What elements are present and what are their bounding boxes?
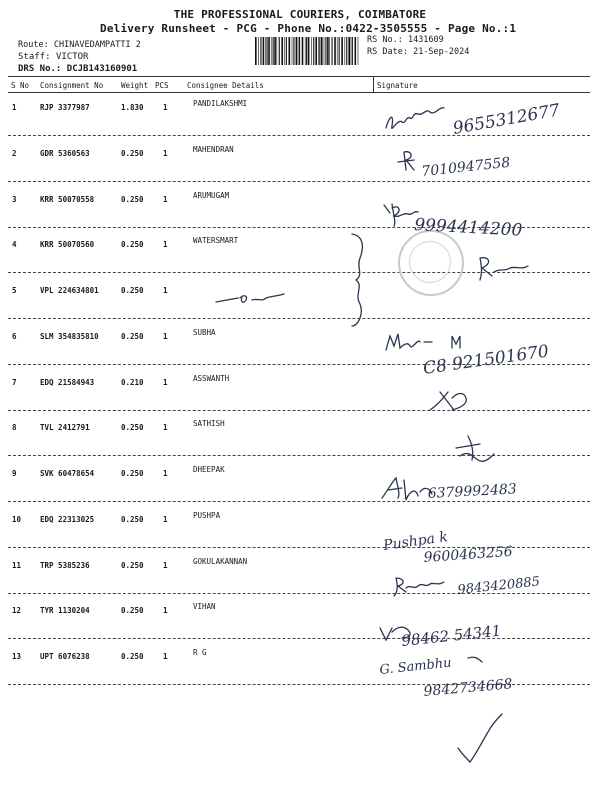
route-value: CHINAVEDAMPATTI 2: [53, 40, 141, 50]
row-sno: 5: [12, 286, 17, 295]
company-title: THE PROFESSIONAL COURIERS, COIMBATORE: [173, 8, 427, 21]
row-pcs: 1: [163, 560, 168, 570]
col-header-consignee: Consignee Details: [187, 81, 264, 90]
row-weight: 1.830: [121, 103, 144, 112]
row-sno: 7: [12, 377, 17, 387]
row-consignment-no: SVK 60478654: [40, 469, 95, 478]
row-sno: 10: [12, 514, 22, 524]
signature-row-9: [382, 478, 432, 500]
row-sno: 2: [12, 148, 17, 158]
bracket-mark: [352, 234, 362, 326]
row-consignment-no: UPT 6076238: [40, 652, 90, 661]
row-consignment-no: KRR 50070560: [40, 240, 95, 250]
row-pcs: 1: [163, 286, 168, 295]
rs-no-value: 1431609: [407, 35, 444, 45]
rs-no-label: RS No.:: [367, 35, 403, 45]
handwritten-phone-row-13: 9842734668: [422, 676, 514, 700]
row-consignee: PANDILAKSHMI: [193, 99, 248, 108]
row-consignment-no: SLM 354835810: [40, 331, 99, 341]
row-sno: 12: [12, 606, 22, 616]
row-pcs: 1: [163, 423, 168, 433]
check-mark: [458, 714, 502, 762]
row-weight: 0.250: [121, 331, 144, 341]
row-weight: 0.210: [121, 377, 144, 387]
row-pcs: 1: [163, 377, 168, 387]
row-pcs: 1: [163, 469, 168, 478]
row-pcs: 1: [163, 652, 168, 661]
signature-row-6: [386, 334, 432, 350]
row-consignment-no: GDR 5360563: [40, 148, 90, 158]
handwritten-phone-row-10: 9600463256: [423, 543, 514, 566]
col-header-signature: Signature: [377, 81, 418, 90]
row-pcs: 1: [163, 194, 168, 204]
row-sno: 11: [12, 560, 22, 570]
row-consignee: DHEEPAK: [193, 465, 225, 474]
handwritten-name-row-13: G. Sambhu: [378, 655, 453, 678]
row-consignee: GOKULAKANNAN: [193, 556, 248, 566]
handwritten-phone-row-11: 9843420885: [456, 574, 541, 598]
row-pcs: 1: [163, 606, 168, 616]
row-consignment-no: TVL 2412791: [40, 423, 90, 433]
row-sno: 9: [12, 469, 17, 478]
row-consignment-no: RJP 3377987: [40, 103, 90, 112]
handwritten-phone-row-3: 9994414200: [413, 215, 523, 241]
signature-row-4: [480, 258, 528, 280]
row-weight: 0.250: [121, 240, 144, 250]
route-label: Route:: [18, 40, 49, 50]
row-sno: 1: [12, 103, 17, 112]
row-consignee: VIHAN: [193, 602, 216, 612]
row-consignee: R G: [193, 648, 207, 657]
row-pcs: 1: [163, 240, 168, 250]
runsheet-subtitle: Delivery Runsheet - PCG - Phone No.:0422-3505555 - Page No.:1: [100, 22, 517, 35]
row-pcs: 1: [163, 148, 168, 158]
signature-row-2: [398, 152, 414, 170]
row-consignment-no: TRP 5385236: [40, 560, 90, 570]
row-consignee: ARUMUGAM: [193, 190, 230, 200]
handwritten-phone-row-6: C8 921501670: [421, 341, 551, 379]
row-weight: 0.250: [121, 652, 144, 661]
row-weight: 0.250: [121, 514, 144, 524]
row-pcs: 1: [163, 514, 168, 524]
row-consignment-no: TYR 1130204: [40, 606, 90, 616]
row-weight: 0.250: [121, 423, 144, 433]
col-header-weight: Weight: [121, 81, 149, 90]
row-sno: 4: [12, 240, 17, 250]
row-consignee: SUBHA: [193, 327, 216, 337]
signature-row-8: [456, 436, 494, 461]
drs-label: DRS No.:: [18, 64, 62, 74]
signature-row-7: [430, 392, 466, 410]
handwritten-phone-row-1: 9655312677: [451, 100, 562, 139]
row-consignee: SATHISH: [193, 419, 225, 429]
row-weight: 0.250: [121, 286, 144, 295]
row-sno: 6: [12, 331, 17, 341]
handwritten-phone-row-9: 6379992483: [427, 481, 518, 502]
row-consignee: PUSHPA: [193, 510, 221, 520]
drs-value: DCJB143160901: [66, 64, 138, 74]
signature-row-5: [216, 294, 284, 302]
handwritten-name-row-10: Pushpa k: [382, 529, 449, 554]
row-weight: 0.250: [121, 469, 144, 478]
rs-date-value: 21-Sep-2024: [413, 47, 470, 57]
row-weight: 0.250: [121, 194, 144, 204]
row-consignment-no: EDQ 22313025: [40, 514, 95, 524]
col-header-pcs: PCS: [155, 81, 169, 90]
row-sno: 8: [12, 423, 17, 433]
row-weight: 0.250: [121, 606, 144, 616]
signature-row-1: [386, 108, 444, 129]
row-pcs: 1: [163, 331, 168, 341]
staff-value: VICTOR: [55, 52, 89, 62]
row-sno: 13: [12, 652, 22, 661]
col-header-sno: S No: [11, 81, 30, 90]
row-pcs: 1: [163, 103, 168, 112]
row-consignment-no: VPL 224634801: [40, 286, 99, 295]
handwritten-phone-row-12: 98462 54341: [400, 621, 503, 650]
row-consignment-no: KRR 50070558: [40, 194, 95, 204]
row-consignee: MAHENDRAN: [193, 144, 234, 154]
col-header-consignment: Consignment No: [40, 81, 104, 90]
row-consignee: WATERSMART: [193, 236, 239, 246]
signature-row-3: [384, 204, 418, 226]
rs-date-label: RS Date:: [367, 47, 408, 57]
handwritten-phone-row-2: 7010947558: [420, 154, 512, 180]
row-sno: 3: [12, 194, 17, 204]
row-weight: 0.250: [121, 148, 144, 158]
row-weight: 0.250: [121, 560, 144, 570]
signature-row-11: [394, 578, 444, 596]
row-consignment-no: EDQ 21584943: [40, 377, 95, 387]
staff-label: Staff:: [18, 52, 51, 62]
row-consignee: ASSWANTH: [193, 373, 230, 383]
